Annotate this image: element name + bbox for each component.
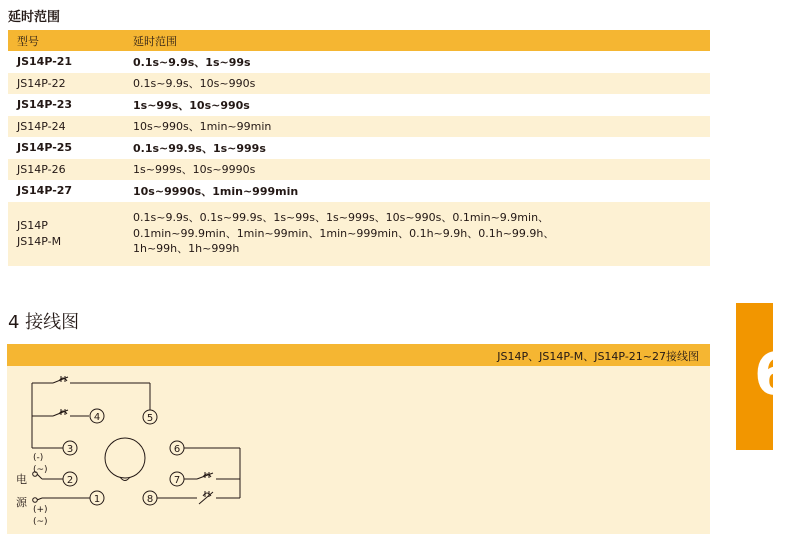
power-label: 电 bbox=[16, 473, 27, 486]
model-cell: JS14P-22 bbox=[8, 73, 124, 95]
polarity-label: (~) bbox=[33, 517, 48, 527]
delay-range-heading: 延时范围 bbox=[8, 10, 61, 25]
wiring-caption: JS14P、JS14P-M、JS14P-21~27接线图 bbox=[497, 350, 699, 363]
model-cell: JS14P-23 bbox=[8, 94, 124, 116]
model-line: JS14P-M bbox=[17, 234, 62, 248]
terminal-label: 7 bbox=[173, 475, 181, 486]
range-line: 1h~99h、1h~999h bbox=[133, 242, 240, 256]
range-cell: 0.1s~9.9s、10s~990s bbox=[124, 73, 710, 95]
switch-contact-right-lower bbox=[157, 491, 240, 504]
model-cell: JS14P-26 bbox=[8, 159, 124, 181]
power-label: 源 bbox=[16, 496, 27, 509]
model-line: JS14P bbox=[17, 219, 48, 232]
model-cell: JS14P-24 bbox=[8, 116, 124, 138]
range-cell: 0.1s~9.9s、1s~99s bbox=[124, 51, 710, 73]
polarity-label: (~) bbox=[33, 465, 48, 475]
terminal-label: 1 bbox=[93, 494, 101, 505]
chapter-number: 6 bbox=[754, 340, 794, 408]
range-cell: 0.1s~99.9s、1s~999s bbox=[124, 137, 710, 159]
power-lead-lower bbox=[37, 498, 42, 500]
model-cell: JS14P-27 bbox=[8, 180, 124, 202]
terminal-label: 8 bbox=[146, 494, 154, 505]
model-cell: JS14P-25 bbox=[8, 137, 124, 159]
range-line: 0.1min~99.9min、1min~99min、1min~999min、0.1h~9.9h、0.1h~99.9h、 bbox=[133, 226, 555, 240]
range-cell: 1s~99s、10s~990s bbox=[124, 94, 710, 116]
range-cell: 10s~990s、1min~99min bbox=[124, 116, 710, 138]
terminal-label: 4 bbox=[93, 412, 101, 423]
polarity-label: (-) bbox=[33, 453, 44, 463]
switch-contact-no bbox=[32, 409, 89, 416]
switch-contact-right-upper bbox=[184, 472, 240, 479]
terminal-label: 5 bbox=[146, 413, 154, 424]
power-terminal-lower bbox=[33, 498, 38, 503]
knob-socket-icon bbox=[105, 438, 145, 481]
range-line: 0.1s~9.9s、0.1s~99.9s、1s~99s、1s~999s、10s~990s、0.1min~9.9min、 bbox=[133, 211, 550, 225]
column-header-model: 型号 bbox=[8, 30, 124, 51]
range-cell: 10s~9990s、1min~999min bbox=[124, 180, 710, 202]
column-header-range: 延时范围 bbox=[124, 30, 710, 51]
terminal-label: 3 bbox=[66, 444, 74, 455]
switch-contact-nc bbox=[32, 376, 150, 410]
polarity-label: (+) bbox=[33, 505, 48, 515]
range-cell: 1s~999s、10s~9990s bbox=[124, 159, 710, 181]
model-cell: JS14P-21 bbox=[8, 51, 124, 73]
section-title: 4 接线图 bbox=[8, 312, 80, 333]
terminal-label: 6 bbox=[173, 444, 181, 455]
terminal-label: 2 bbox=[66, 475, 74, 486]
